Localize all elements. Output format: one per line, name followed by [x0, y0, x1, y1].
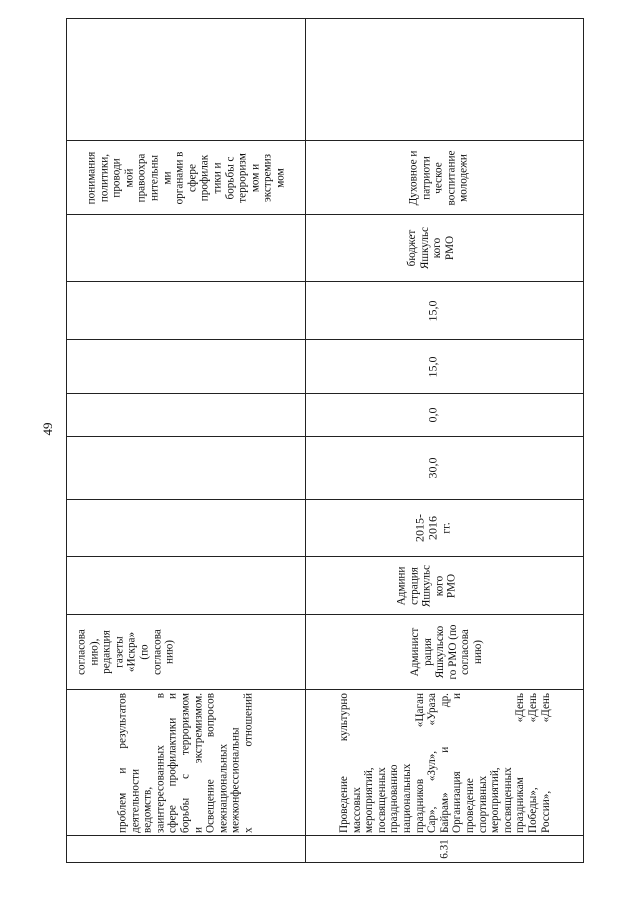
text-line: патриоти	[419, 155, 432, 200]
row2-value-c: 15,0	[425, 300, 440, 321]
row2-period-cell	[306, 500, 583, 556]
text-word: х	[242, 826, 255, 833]
row2-result-text	[407, 142, 470, 214]
text-word: Победы»,	[526, 786, 539, 833]
text-line	[167, 693, 180, 833]
text-line: мом и	[248, 163, 261, 192]
text-line: Яшкульс	[420, 564, 433, 607]
text-line	[205, 693, 218, 833]
text-line: понимания	[85, 151, 98, 204]
text-line: политики,	[97, 153, 110, 202]
text-line: Админи	[395, 566, 408, 605]
text-line	[451, 693, 464, 833]
text-line: 2016	[425, 516, 439, 540]
row2-2014-cell	[306, 394, 583, 436]
text-line: сфере	[186, 163, 198, 192]
text-word: «Зул»,	[425, 750, 438, 781]
text-line: экстремиз	[261, 153, 274, 202]
text-word: «День	[538, 692, 551, 722]
row1-result-text	[85, 143, 287, 213]
text-word: Сар»,	[425, 806, 438, 833]
text-line: редакция	[100, 630, 113, 674]
text-line: межнациональных	[217, 743, 230, 833]
text-line: Яшкульско	[433, 625, 446, 679]
text-line	[413, 693, 426, 833]
text-word: Проведение	[337, 775, 350, 833]
text-word: «День	[513, 692, 526, 722]
text-line: ведомств,	[141, 786, 154, 833]
text-word: проблем	[116, 792, 129, 833]
text-word: экстремизмом.	[192, 692, 205, 763]
text-line: страция	[407, 566, 420, 605]
text-line: массовых	[350, 786, 363, 833]
text-line: согласова	[75, 629, 88, 675]
text-line: посвященных	[501, 766, 514, 833]
text-word: России»,	[538, 790, 551, 833]
text-word: сфере	[167, 804, 180, 833]
text-word: и	[116, 767, 129, 774]
text-line	[539, 693, 552, 833]
text-line: терроризм	[236, 152, 249, 203]
row1-executor-text	[76, 617, 177, 687]
row2-2015-cell	[306, 340, 583, 393]
text-word: профилактики	[167, 717, 180, 786]
text-word: и	[450, 692, 463, 699]
text-line: воспитание	[444, 150, 457, 205]
row2-coexecutor-cell	[306, 557, 583, 614]
text-line: тики и	[211, 161, 224, 194]
text-line	[526, 693, 539, 833]
text-line: мероприятий,	[362, 766, 375, 833]
row1-executor-cell	[67, 615, 305, 689]
text-line: празднованию	[387, 764, 400, 833]
text-line: посвященных	[375, 766, 388, 833]
row2-coexecutor-text	[395, 558, 458, 614]
text-line: нительны	[148, 154, 161, 201]
text-line	[438, 693, 451, 833]
row2-2016-cell	[306, 282, 583, 339]
text-word: Байрам»	[438, 791, 451, 833]
text-line: кого	[430, 237, 443, 259]
text-line: гг.	[438, 522, 452, 534]
text-line: РМО	[445, 573, 458, 598]
text-line: согласова	[151, 629, 164, 675]
text-line: борьбы с	[223, 156, 236, 199]
row2-activity-text	[337, 693, 551, 833]
text-line: го РМО (по	[446, 624, 459, 680]
text-line: ми	[160, 170, 173, 185]
text-word: «Цаган	[413, 692, 426, 727]
text-line: национальных	[400, 763, 413, 833]
row2-source-text	[405, 218, 455, 278]
text-line: 2015-	[412, 514, 426, 542]
text-line: рация	[421, 638, 434, 666]
row2-number: 6.31	[438, 839, 451, 859]
text-line	[514, 693, 527, 833]
text-word: «Ураза	[425, 692, 438, 725]
text-word: праздников	[413, 778, 426, 833]
text-line: ческое	[432, 161, 445, 194]
row2-executor-cell	[306, 615, 583, 689]
row2-source-cell	[306, 215, 583, 281]
table-border-right	[66, 18, 583, 19]
text-line: профилак	[198, 154, 211, 201]
text-line: Яшкульс	[417, 226, 430, 270]
text-line: кого	[432, 575, 445, 596]
row2-activity-cell	[306, 690, 583, 835]
row2-total: 30,0	[425, 457, 440, 479]
text-line: правоохра	[135, 153, 148, 202]
text-line	[180, 693, 193, 833]
text-word: праздникам	[513, 776, 526, 833]
text-line: согласова	[459, 629, 472, 675]
text-line: Админист	[408, 627, 421, 677]
row2-value-b: 15,0	[425, 356, 440, 377]
text-word: отношений	[242, 692, 255, 746]
text-line: Духовное и	[407, 150, 420, 205]
text-word: с	[179, 773, 192, 779]
table-border-bottom	[583, 18, 584, 863]
text-line: РМО	[443, 235, 456, 261]
text-line	[243, 693, 256, 833]
table-border-left	[66, 862, 583, 863]
text-word: Организация	[450, 770, 463, 833]
text-line: межконфессиональны	[230, 727, 243, 833]
text-line: нию)	[163, 639, 176, 665]
text-line: мероприятий,	[488, 766, 501, 833]
text-word: результатов	[116, 692, 129, 749]
text-line: нию),	[88, 638, 101, 666]
text-word: и	[438, 746, 451, 753]
text-word: борьбы	[179, 797, 192, 833]
text-line: спортивных	[475, 775, 488, 833]
text-word: и	[167, 692, 180, 699]
text-line: мом	[274, 167, 287, 188]
text-line: деятельности	[129, 768, 142, 833]
text-word: в	[154, 692, 167, 698]
page-number: 49	[40, 422, 55, 436]
text-line: проводи	[110, 157, 123, 198]
text-word: терроризмом	[179, 692, 192, 755]
text-word: др.	[438, 692, 451, 707]
text-line: газеты	[113, 636, 126, 668]
row2-period-text	[413, 500, 452, 556]
text-line: мой	[123, 168, 136, 187]
text-line: нию)	[471, 639, 484, 665]
row1-activity-cell	[67, 690, 305, 835]
text-line	[337, 693, 350, 833]
text-word: «День	[526, 692, 539, 722]
row1-result-cell	[67, 141, 305, 214]
text-word: заинтересованных	[154, 744, 167, 833]
text-line: проведение	[463, 777, 476, 833]
row2-result-cell	[306, 141, 583, 214]
text-line	[426, 693, 439, 833]
text-line: органами в	[173, 151, 186, 204]
text-word: вопросов	[204, 692, 217, 737]
text-line: молодежи	[457, 153, 470, 202]
row2-executor-text	[409, 616, 485, 688]
text-line: «Искра»	[126, 631, 138, 673]
text-line	[192, 693, 205, 833]
text-line	[117, 693, 130, 833]
text-word: и	[192, 826, 205, 833]
row2-value-a: 0,0	[425, 407, 440, 423]
text-line: бюджет	[405, 229, 418, 267]
row1-activity-text	[117, 693, 256, 833]
text-word: культурно	[337, 692, 350, 741]
text-line	[155, 693, 168, 833]
text-line: (по	[138, 644, 151, 660]
text-word: Освещение	[204, 778, 217, 833]
row2-total-cell	[306, 437, 583, 499]
row2-number-cell	[306, 836, 583, 862]
